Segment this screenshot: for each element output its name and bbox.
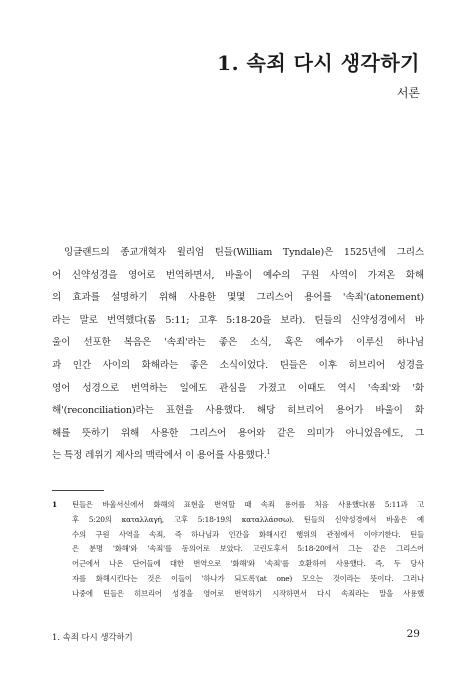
footnote-reference[interactable]: 1 [266, 449, 271, 457]
body-line: 해'(reconciliation)라는 표현을 사용했다. 해당 히브리어 용어가 바울이 화 [52, 405, 424, 417]
chapter-subtitle: 서론 [396, 86, 420, 100]
body-line: 영어 성경으로 번역하는 일에도 관심을 가졌고 이때도 역시 '속죄'와 '화 [52, 382, 424, 394]
body-line: 과 인간 사이의 화해라는 좋은 소식이었다. 틴들은 이후 히브리어 성경을 [52, 359, 424, 371]
footnote-number: 1 [52, 500, 57, 509]
footnote-line: 후 5:20의 καταλλαγή, 고후 5:18-19의 καταλλάσσω). 틴들의 신약성경에서 바울은 예 [72, 514, 424, 524]
body-line: 어 신약성경을 영어로 번역하면서, 바울이 예수의 구원 사역이 가져온 화해 [52, 269, 424, 281]
body-line-text: 는 특정 레위기 제사의 맥락에서 이 용어를 사용했다. [52, 450, 267, 462]
body-line: 잉글랜드의 종교개혁자 윌리엄 틴들(William Tyndale)은 1525년에 그리스 [64, 247, 424, 258]
body-paragraph [52, 242, 424, 468]
footnote-line: 틴들은 바울서신에서 화해의 표현을 번역할 때 속죄 용어를 처음 사용했다(롬 5:11과 고 [72, 500, 424, 509]
body-line: 라는 말로 번역했다(롬 5:11; 고후 5:18-20을 보라). 틴들의 신약성경에서 바 [52, 314, 424, 326]
footnote-line: 어근에서 나온 단어들에 대한 번역으로 '화해'와 '속죄'를 호환하여 사용했다. 즉, 두 당사 [72, 559, 424, 569]
footnote-line: 자를 화해시킨다는 것은 이들이 '하나가 되도록'(at one) 모으는 것이라는 뜻이다. 그러나 [72, 573, 424, 583]
footnote [52, 498, 424, 602]
body-line: 울이 선포한 복음은 '속죄'라는 좋은 소식, 혹은 예수가 이루신 하나님 [52, 337, 424, 349]
footnote-line: 은 분명 '화해'와 '속죄'를 동의어로 보았다. 고린도후서 5:18-20에서 그는 같은 그리스어 [72, 544, 424, 554]
running-footer-title: 1. 속죄 다시 생각하기 [52, 632, 133, 642]
footnote-line: 수의 구원 사역을 속죄, 즉 하나님과 인간을 화해시킨 행위의 관점에서 이야기한다. 틴들 [72, 529, 424, 539]
chapter-title: 1. 속죄 다시 생각하기 [217, 51, 420, 75]
body-line-last [52, 445, 424, 468]
footnote-separator [52, 490, 104, 491]
footnote-line: 나중에 틴들은 히브리어 성경을 영어로 번역하기 시작하면서 다시 속죄라는 말을 사용했 [72, 588, 424, 598]
body-line: 의 효과를 설명하기 위해 사용한 몇몇 그리스어 용어를 '속죄'(atonement) [52, 292, 424, 304]
body-line: 해를 뜻하기 위해 사용한 그리스어 용어와 같은 의미가 아니었음에도, 그 [52, 427, 424, 439]
page-number: 29 [406, 628, 420, 640]
